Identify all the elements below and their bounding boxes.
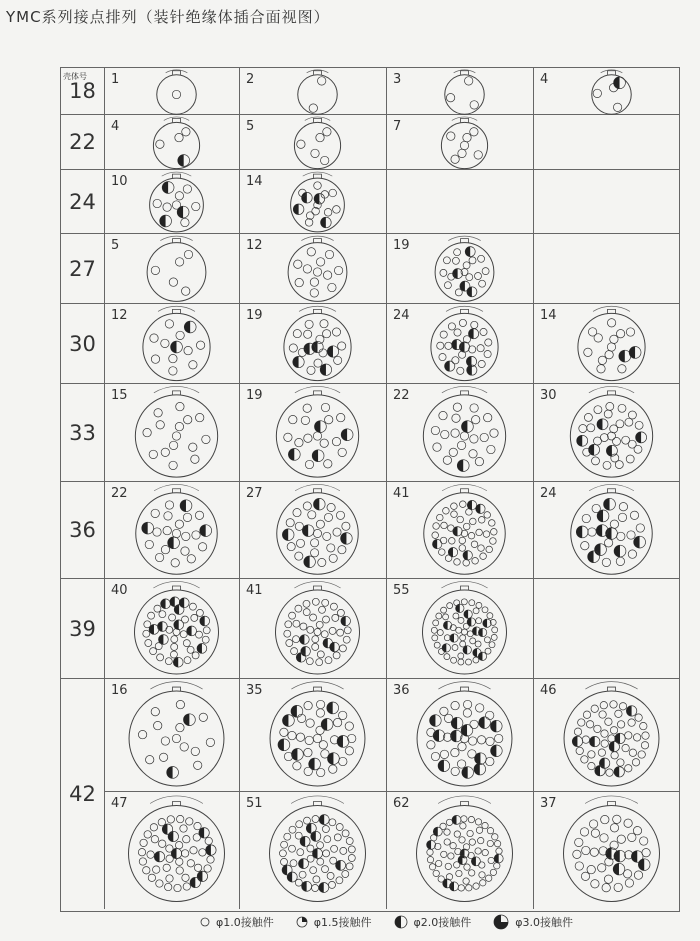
legend-item — [200, 914, 274, 930]
contact-count: 19 — [246, 308, 263, 323]
shell-row — [61, 482, 679, 579]
contact-count: 55 — [393, 583, 410, 598]
contact-count: 4 — [111, 119, 120, 134]
contact-count: 22 — [111, 486, 128, 501]
contact-count: 5 — [111, 238, 120, 253]
arrangement-cell — [240, 68, 387, 114]
arrangement-cell — [240, 115, 387, 169]
connector-face-diagram — [105, 115, 240, 170]
contact-count: 27 — [246, 486, 263, 501]
shell-row — [61, 68, 679, 115]
contact-count: 37 — [540, 796, 557, 811]
arrangement-cell — [105, 115, 240, 169]
shell-size: 42 — [61, 679, 105, 909]
shell-size: 33 — [61, 384, 105, 481]
arrangement-cell — [387, 679, 534, 791]
connector-face-diagram — [105, 234, 240, 304]
legend-label: φ1.0接触件 — [216, 916, 274, 929]
contact-count: 14 — [246, 174, 263, 189]
connector-face-diagram — [387, 115, 534, 170]
arrangement-cell — [240, 679, 387, 791]
contact-count: 47 — [111, 796, 128, 811]
connector-face-diagram — [240, 115, 387, 170]
arrangement-cell — [105, 384, 240, 481]
shell-row — [61, 792, 679, 909]
arrangement-cell — [105, 68, 240, 114]
contact-count: 12 — [246, 238, 263, 253]
arrangement-cell — [105, 792, 240, 909]
half-filled-circle-icon — [394, 915, 408, 929]
arrangement-cell — [534, 115, 681, 169]
shell-row — [61, 115, 679, 170]
contact-count: 35 — [246, 683, 263, 698]
contact-count: 24 — [393, 308, 410, 323]
shell-row — [61, 170, 679, 234]
arrangement-cell — [240, 384, 387, 481]
contact-count: 19 — [393, 238, 410, 253]
arrangement-cell — [387, 792, 534, 909]
connector-face-diagram — [534, 68, 681, 115]
arrangement-cell — [240, 170, 387, 233]
contact-count: 7 — [393, 119, 402, 134]
arrangement-cell — [534, 170, 681, 233]
legend-label: φ2.0接触件 — [413, 916, 472, 929]
contact-count: 12 — [111, 308, 128, 323]
legend — [200, 914, 573, 930]
arrangement-cell — [387, 304, 534, 383]
contact-count: 62 — [393, 796, 410, 811]
arrangement-cell — [387, 115, 534, 169]
arrangement-cell — [240, 234, 387, 303]
shell-size: 18 — [61, 68, 105, 114]
contact-count: 1 — [111, 72, 120, 87]
shell-size: 30 — [61, 304, 105, 383]
arrangement-cell — [387, 68, 534, 114]
contact-count: 19 — [246, 388, 263, 403]
arrangement-cell — [387, 234, 534, 303]
arrangement-cell — [534, 234, 681, 303]
shell-row — [61, 304, 679, 384]
contact-count: 5 — [246, 119, 255, 134]
contact-count: 51 — [246, 796, 263, 811]
connector-face-diagram — [105, 68, 240, 115]
arrangement-cell — [240, 792, 387, 909]
empty-circle-icon — [200, 917, 210, 927]
contact-arrangement-table — [60, 67, 680, 912]
contact-count: 40 — [111, 583, 128, 598]
connector-face-diagram — [240, 68, 387, 115]
shell-size: 36 — [61, 482, 105, 578]
arrangement-cell — [534, 482, 681, 578]
connector-face-diagram — [387, 68, 534, 115]
arrangement-cell — [387, 579, 534, 678]
contact-count: 15 — [111, 388, 128, 403]
page-title: YMC系列接点排列（装针绝缘体插合面视图） — [6, 8, 330, 26]
contact-count: 41 — [393, 486, 410, 501]
contact-count: 24 — [540, 486, 557, 501]
shell-size: 39 — [61, 579, 105, 678]
shell-row — [61, 579, 679, 679]
shell-row — [61, 234, 679, 304]
arrangement-cell — [534, 792, 681, 909]
contact-count: 46 — [540, 683, 557, 698]
legend-label: φ3.0接触件 — [515, 916, 573, 929]
contact-count: 22 — [393, 388, 410, 403]
legend-label: φ1.5接触件 — [313, 916, 372, 929]
arrangement-cell — [534, 384, 681, 481]
contact-count: 10 — [111, 174, 128, 189]
shell-size: 27 — [61, 234, 105, 303]
arrangement-cell — [105, 170, 240, 233]
arrangement-cell — [105, 234, 240, 303]
arrangement-cell — [534, 68, 681, 114]
arrangement-cell — [240, 304, 387, 383]
contact-count: 2 — [246, 72, 255, 87]
arrangement-cell — [534, 579, 681, 678]
arrangement-cell — [105, 579, 240, 678]
arrangement-cell — [387, 170, 534, 233]
legend-item — [296, 914, 372, 930]
arrangement-cell — [240, 579, 387, 678]
legend-item — [493, 914, 573, 930]
arrangement-cell — [387, 384, 534, 481]
contact-count: 36 — [393, 683, 410, 698]
shell-header: 壳体号 — [63, 72, 87, 81]
arrangement-cell — [240, 482, 387, 578]
contact-count: 30 — [540, 388, 557, 403]
arrangement-cell — [534, 679, 681, 791]
arrangement-cell — [387, 482, 534, 578]
contact-count: 4 — [540, 72, 549, 87]
arrangement-cell — [105, 304, 240, 383]
contact-count: 14 — [540, 308, 557, 323]
arrangement-cell — [105, 482, 240, 578]
three-quarter-filled-circle-icon — [493, 914, 509, 930]
arrangement-cell — [105, 679, 240, 791]
contact-count: 3 — [393, 72, 402, 87]
shell-size: 22 — [61, 115, 105, 169]
legend-item — [394, 914, 472, 930]
contact-count: 41 — [246, 583, 263, 598]
contact-count: 16 — [111, 683, 128, 698]
shell-size: 24 — [61, 170, 105, 233]
shell-row — [61, 384, 679, 482]
quarter-filled-circle-icon — [296, 916, 308, 928]
arrangement-cell — [534, 304, 681, 383]
